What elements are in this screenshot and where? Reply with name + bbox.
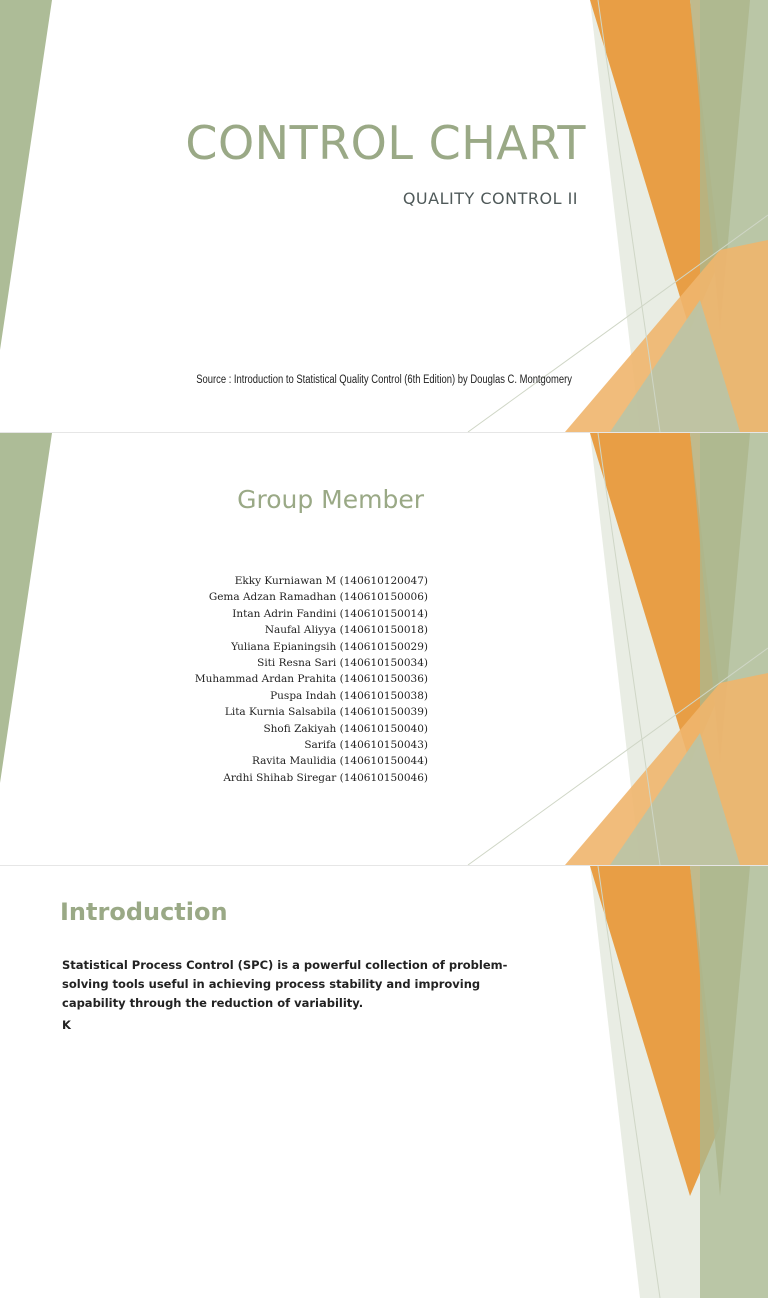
slide-subtitle: QUALITY CONTROL II — [402, 189, 578, 208]
group-member-slide — [0, 433, 768, 865]
member-item: Lita Kurnia Salsabila (140610150039) — [224, 706, 428, 719]
member-item: Muhammad Ardan Prahita (140610150036) — [194, 673, 428, 686]
member-item: Ekky Kurniawan M (140610120047) — [234, 575, 428, 587]
member-item: Siti Resna Sari (140610150034) — [257, 657, 428, 670]
introduction-paragraph: Statistical Process Control (SPC) is a powerful collection of problem-solving tools useful in achieving process stability and improving capability through the reduction of variability. — [62, 958, 508, 1010]
group-member-heading: Group Member — [237, 485, 424, 514]
introduction-slide — [0, 866, 768, 1032]
member-item: Gema Adzan Ramadhan (140610150006) — [208, 591, 428, 604]
member-list — [120, 573, 428, 786]
introduction-next-line: K — [62, 1018, 71, 1032]
slide-title: CONTROL CHART — [185, 116, 586, 170]
member-item: Yuliana Epianingsih (140610150029) — [231, 640, 428, 653]
member-item: Puspa Indah (140610150038) — [270, 689, 428, 702]
slide-decoration-shapes — [0, 0, 768, 432]
member-item: Intan Adrin Fandini (140610150014) — [232, 607, 428, 620]
member-item: Ardhi Shihab Siregar (140610150046) — [223, 771, 428, 784]
source-citation: Source : Introduction to Statistical Quality Control (6th Edition) by Douglas C. Montgomery — [196, 374, 572, 386]
member-item: Sarifa (140610150043) — [304, 739, 428, 752]
member-item: Shofi Zakiyah (140610150040) — [263, 722, 428, 735]
member-item: Naufal Aliyya (140610150018) — [264, 624, 428, 637]
member-item: Ravita Maulidia (140610150044) — [251, 755, 428, 768]
title-slide — [0, 0, 768, 432]
introduction-heading: Introduction — [60, 898, 228, 926]
slide-decoration-shapes — [0, 866, 768, 1298]
